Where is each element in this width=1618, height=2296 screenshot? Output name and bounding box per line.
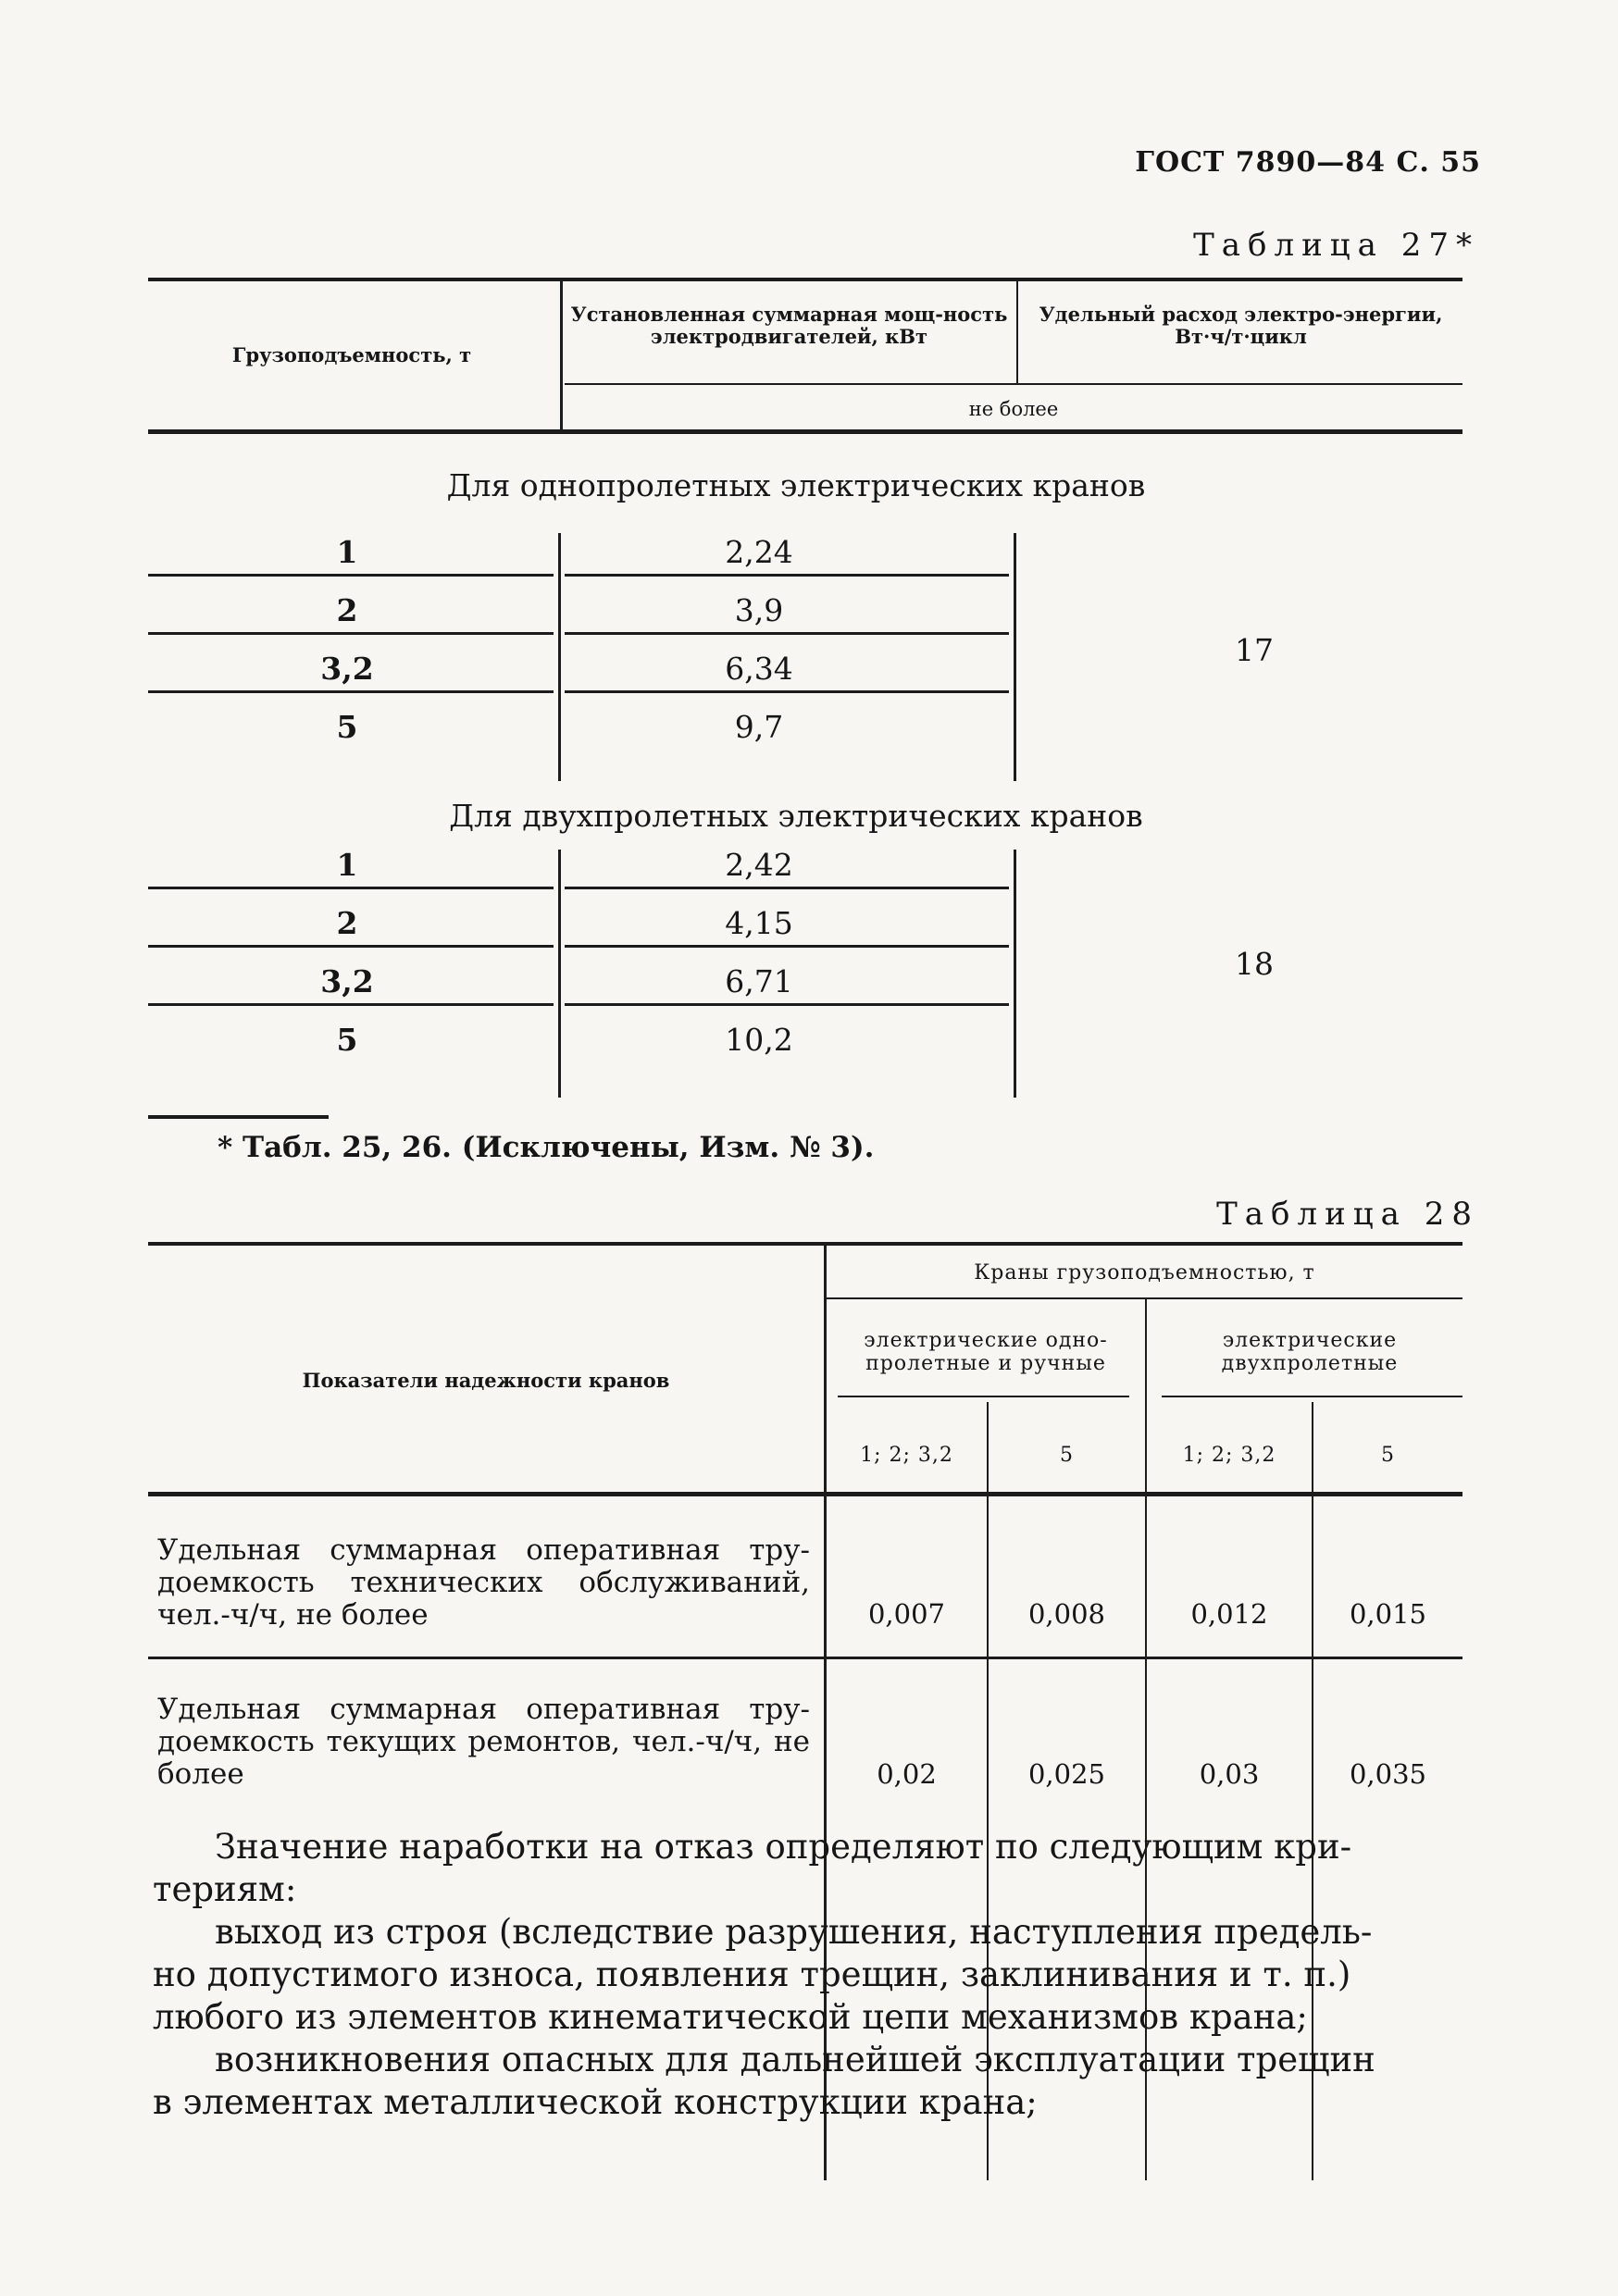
table-27-s1-row-rule-1 — [148, 574, 554, 577]
table-27-footnote: * Табл. 25, 26. (Исключены, Изм. № 3). — [218, 1131, 875, 1164]
table-27-s2-row-rule-2b — [565, 945, 1009, 948]
table-28-sub-rule-left — [838, 1396, 1129, 1397]
table-28-row2-v3: 0,03 — [1199, 1758, 1260, 1790]
table-28-sub-rule-right — [1162, 1396, 1462, 1397]
table-27-header-vline-1 — [560, 281, 563, 429]
table-28-cap-c: 1; 2; 3,2 — [1182, 1444, 1276, 1467]
table-27-section2-title: Для двухпролетных электрических кранов — [449, 798, 1143, 834]
table-27-s2-load-2: 2 — [336, 905, 358, 941]
table-27-s2-load-1: 1 — [336, 847, 358, 883]
table-28-row1-label: Удельная суммарная оперативная тру-доемкость технических обслуживаний, чел.-ч/ч, не более — [157, 1533, 810, 1632]
table-27-s1-power-2: 3,9 — [734, 592, 784, 628]
table-27-top-rule — [148, 278, 1462, 281]
table-27-s2-row-rule-1 — [148, 887, 554, 889]
table-27-caption: Таблица 27* — [1193, 227, 1479, 264]
table-28-row2-v2: 0,025 — [1027, 1758, 1106, 1790]
table-28-cap-d: 5 — [1381, 1444, 1395, 1467]
table-27-s2-row-rule-1b — [565, 887, 1009, 889]
table-27-s1-load-2: 2 — [336, 592, 358, 628]
table-28-row2-label: Удельная суммарная оперативная тру-доемкость текущих ремонтов, чел.-ч/ч, не более — [157, 1693, 810, 1791]
table-27-col3-header: Удельный расход электро-энергии, Вт·ч/т·цикл — [1039, 303, 1443, 348]
table-27-s2-power-4: 10,2 — [725, 1022, 793, 1058]
body-paragraph-1-line-2: териям: — [153, 1869, 297, 1909]
table-27-s1-row-rule-2 — [148, 632, 554, 635]
table-27-subheader: не более — [968, 398, 1059, 420]
table-28-group-header: Краны грузоподъемностью, т — [974, 1261, 1315, 1285]
table-28-row1-v2: 0,008 — [1027, 1598, 1106, 1630]
table-28-row2-v4: 0,035 — [1349, 1758, 1427, 1790]
table-27-s1-power-3: 6,34 — [725, 651, 793, 687]
table-27-subheader-rule — [565, 383, 1462, 385]
table-27-s1-energy: 17 — [1235, 632, 1274, 668]
table-27-s1-vline-1 — [558, 533, 561, 781]
table-27-s2-row-rule-3 — [148, 1003, 554, 1006]
table-27-s1-power-4: 9,7 — [734, 709, 784, 745]
footnote-rule — [148, 1115, 329, 1119]
body-paragraph-1-line-1: Значение наработки на отказ определяют по следующим кри- — [215, 1827, 1352, 1867]
body-paragraph-2-line-3: любого из элементов кинематической цепи механизмов крана; — [153, 1997, 1308, 2037]
table-27-s2-power-1: 2,42 — [725, 847, 793, 883]
table-27-s1-vline-2 — [1014, 533, 1016, 781]
table-27-s2-load-3: 3,2 — [320, 963, 374, 999]
body-paragraph-3-line-2: в элементах металлической конструкции крана; — [153, 2082, 1038, 2122]
table-28-top-rule — [148, 1242, 1462, 1246]
table-28-row1-v4: 0,015 — [1349, 1598, 1427, 1630]
table-27-s2-power-2: 4,15 — [725, 905, 793, 941]
table-27-s1-load-4: 5 — [336, 709, 358, 745]
table-27-s1-load-1: 1 — [336, 534, 358, 570]
table-27-s2-energy: 18 — [1235, 946, 1274, 982]
table-28-header-bottom-rule — [148, 1492, 1462, 1496]
table-28-row2-v1: 0,02 — [877, 1758, 937, 1790]
table-27-header-vline-2 — [1016, 281, 1018, 383]
table-28-row1-v3: 0,012 — [1190, 1598, 1268, 1630]
body-paragraph-2-line-1: выход из строя (вследствие разрушения, наступления предель- — [215, 1912, 1373, 1952]
table-28-row-rule — [148, 1657, 1462, 1659]
page-header: ГОСТ 7890—84 С. 55 — [1135, 146, 1481, 179]
table-28-sub1-header: электрические одно-пролетные и ручные — [864, 1329, 1108, 1375]
table-28-caption: Таблица 28 — [1216, 1196, 1479, 1233]
table-27-s2-row-rule-3b — [565, 1003, 1009, 1006]
table-27-s1-row-rule-3 — [148, 690, 554, 693]
table-28-cap-b: 5 — [1060, 1444, 1074, 1467]
table-28-col1-header: Показатели надежности кранов — [302, 1369, 670, 1392]
table-27-s2-load-4: 5 — [336, 1022, 358, 1058]
table-27-s2-row-rule-2 — [148, 945, 554, 948]
table-28-cap-a: 1; 2; 3,2 — [860, 1444, 953, 1467]
table-27-s1-load-3: 3,2 — [320, 651, 374, 687]
body-paragraph-2-line-2: но допустимого износа, появления трещин, заклинивания и т. п.) — [153, 1955, 1351, 1994]
table-27-s2-vline-1 — [558, 850, 561, 1098]
table-28-sub2-header: электрические двухпролетные — [1221, 1329, 1399, 1375]
table-27-s1-row-rule-1b — [565, 574, 1009, 577]
table-27-s2-vline-2 — [1014, 850, 1016, 1098]
table-27-s1-row-rule-3b — [565, 690, 1009, 693]
table-27-s1-row-rule-2b — [565, 632, 1009, 635]
table-28-row1-v1: 0,007 — [867, 1598, 946, 1630]
table-27-col2-header: Установленная суммарная мощ-ность электродвигателей, кВт — [570, 303, 1008, 348]
table-27-section1-title: Для однопролетных электрических кранов — [446, 467, 1146, 503]
table-27-col1-header: Грузоподъемность, т — [231, 343, 472, 366]
body-paragraph-3-line-1: возникновения опасных для дальнейшей эксплуатации трещин — [215, 2040, 1375, 2079]
table-27-s2-power-3: 6,71 — [725, 963, 793, 999]
table-27-s1-power-1: 2,24 — [725, 534, 793, 570]
table-27-header-bottom-rule — [148, 429, 1462, 434]
